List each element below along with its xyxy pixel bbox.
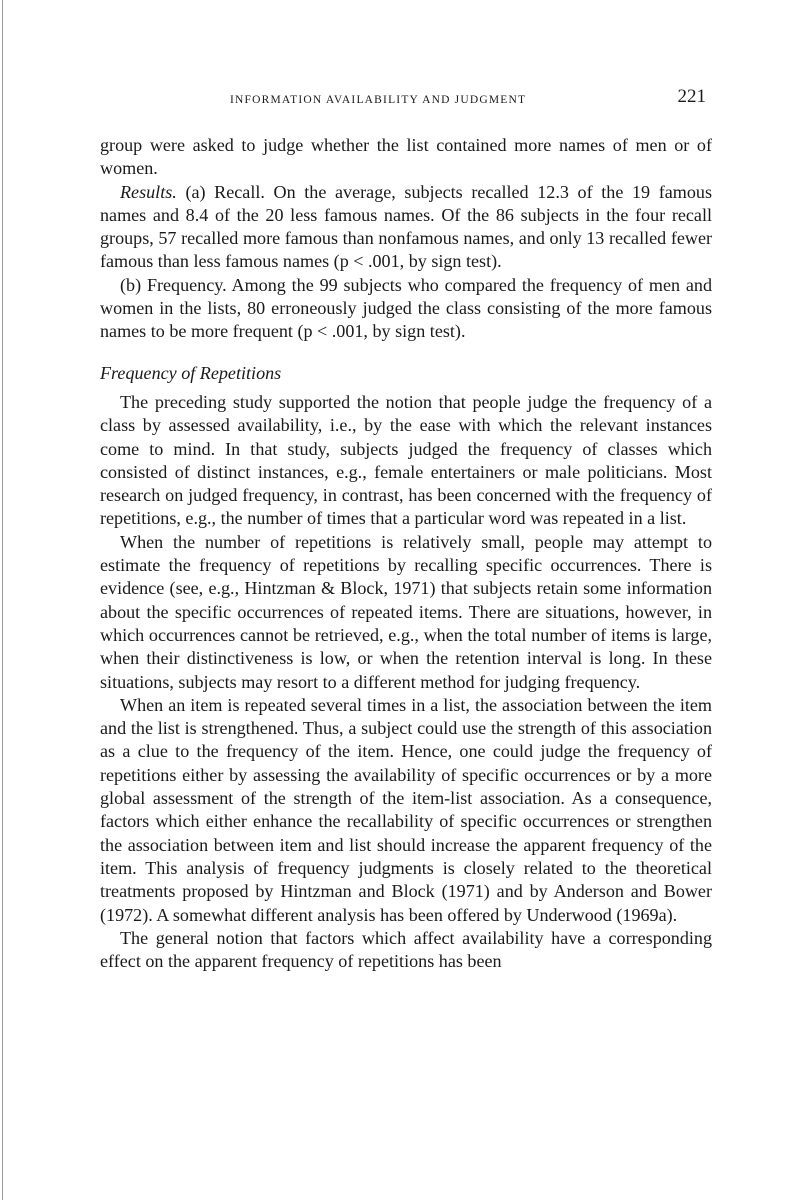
paragraph-results-frequency [100,274,712,344]
paragraph-text: (b) Frequency. Among the 99 subjects who compared the frequency of men and women in the lists, 80 erroneously judged the class consisting of the more famous names to be more frequent (p < .001, by sign test). [100,274,712,342]
book-page [100,86,712,973]
run-in-heading-results: Results. [120,181,177,202]
body-text [100,134,712,973]
paragraph-item-list-association [100,694,712,927]
paragraph-text: When an item is repeated several times in a list, the association between the item and the list is strengthened. Thus, a subject could use the strength of this association as a clue to the frequency of the item. Hence, one could judge the frequency of repetitions either by assessing the availability of specific occurrences or by a more global assessment of the strength of the item-list association. As a consequence, factors which either enhance the recallability of specific occurrences or strengthen the association between item and list should increase the apparent frequency of the item. This analysis of frequency judgments is closely related to the theoretical treatments proposed by Hintzman and Block (1971) and by Anderson and Bower (1972). A somewhat different analysis has been offered by Underwood (1969a). [100,694,712,925]
paragraph-continuation [100,134,712,181]
scan-edge-line [2,0,3,1200]
paragraph-text: group were asked to judge whether the list contained more names of men or of women. [100,135,712,179]
paragraph-text: When the number of repetitions is relatively small, people may attempt to estimate the frequency of repetitions by recalling specific occurrences. There is evidence (see, e.g., Hintzman & Block, 1971) that subjects retain some information about the specific occurrences of repeated items. There are situations, however, in which occurrences cannot be retrieved, e.g., when the total number of items is large, when their distinctiveness is low, or when the retention interval is long. In these situations, subjects may resort to a different method for judging frequency. [100,531,712,692]
page-number: 221 [677,86,706,107]
paragraph-text: The general notion that factors which affect availability have a corresponding effect on the apparent frequency of repetitions has been [100,927,712,972]
paragraph-preceding-study [100,391,712,531]
running-head-title: INFORMATION AVAILABILITY AND JUDGMENT [230,94,527,106]
paragraph-results-recall [100,181,712,274]
section-heading: Frequency of Repetitions [100,362,282,383]
running-head [100,86,712,116]
paragraph-number-of-repetitions [100,531,712,694]
paragraph-text: (a) Recall. On the average, subjects recalled 12.3 of the 19 famous names and 8.4 of the 20 less famous names. Of the 86 subjects in the four recall groups, 57 recalled more famous than nonfamous names, and only 13 recalled fewer famous than less famous names (p < .001, by sign test). [100,181,712,272]
paragraph-text: The preceding study supported the notion that people judge the frequency of a class by assessed availability, i.e., by the ease with which the relevant instances come to mind. In that study, subjects judged the frequency of classes which consisted of distinct instances, e.g., female entertainers or male politicians. Most research on judged frequency, in contrast, has been concerned with the frequency of repetitions, e.g., the number of times that a particular word was repeated in a list. [100,391,712,529]
paragraph-general-notion [100,927,712,974]
